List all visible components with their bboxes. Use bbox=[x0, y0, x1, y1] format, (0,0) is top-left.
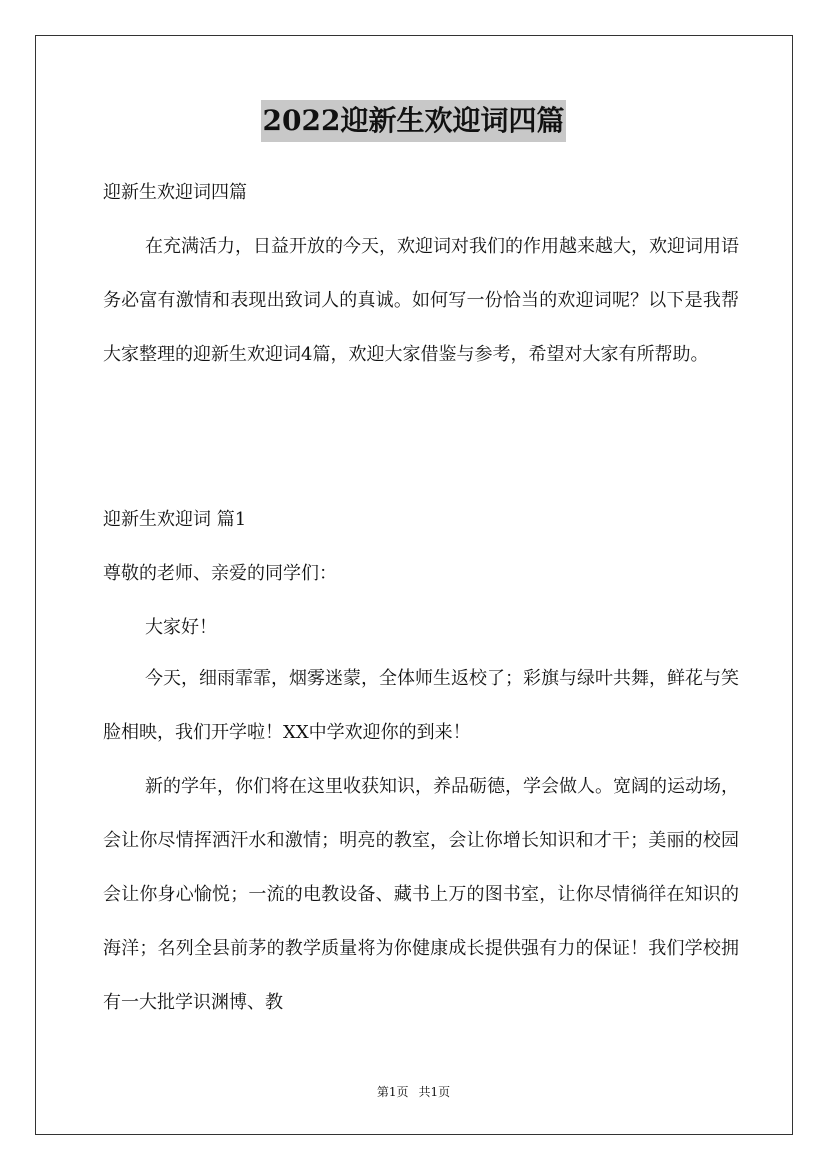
body-paragraph: 今天，细雨霏霏，烟雾迷蒙，全体师生返校了；彩旗与绿叶共舞，鲜花与笑脸相映，我们开学啦！XX中学欢迎你的到来！ bbox=[103, 668, 739, 743]
page-number: 第1页 bbox=[376, 1085, 409, 1099]
intro-block bbox=[103, 220, 739, 382]
body-block-1 bbox=[103, 652, 739, 760]
body-block-2 bbox=[103, 760, 739, 1030]
title-container bbox=[0, 100, 827, 142]
page-total: 共1页 bbox=[418, 1085, 451, 1099]
section-heading: 迎新生欢迎词 篇1 bbox=[103, 509, 247, 530]
body-paragraph: 新的学年，你们将在这里收获知识，养品砺德，学会做人。宽阔的运动场，会让你尽情挥洒汗水和激情；明亮的教室，会让你增长知识和才干；美丽的校园会让你身心愉悦；一流的电教设备、藏书上万的图书室，让你尽情徜徉在知识的海洋；名列全县前茅的教学质量将为你健康成长提供强有力的保证！我们学校拥有一大批学识渊博、教 bbox=[103, 776, 739, 1013]
page-footer bbox=[0, 1082, 827, 1102]
document-title: 2022迎新生欢迎词四篇 bbox=[261, 100, 567, 142]
salutation: 尊敬的老师、亲爱的同学们： bbox=[103, 563, 337, 584]
document-subtitle: 迎新生欢迎词四篇 bbox=[103, 182, 247, 203]
greeting: 大家好！ bbox=[145, 617, 217, 638]
intro-paragraph: 在充满活力，日益开放的今天，欢迎词对我们的作用越来越大，欢迎词用语务必富有激情和表现出致词人的真诚。如何写一份恰当的欢迎词呢？以下是我帮大家整理的迎新生欢迎词4篇，欢迎大家借鉴与参考，希望对大家有所帮助。 bbox=[103, 236, 739, 365]
